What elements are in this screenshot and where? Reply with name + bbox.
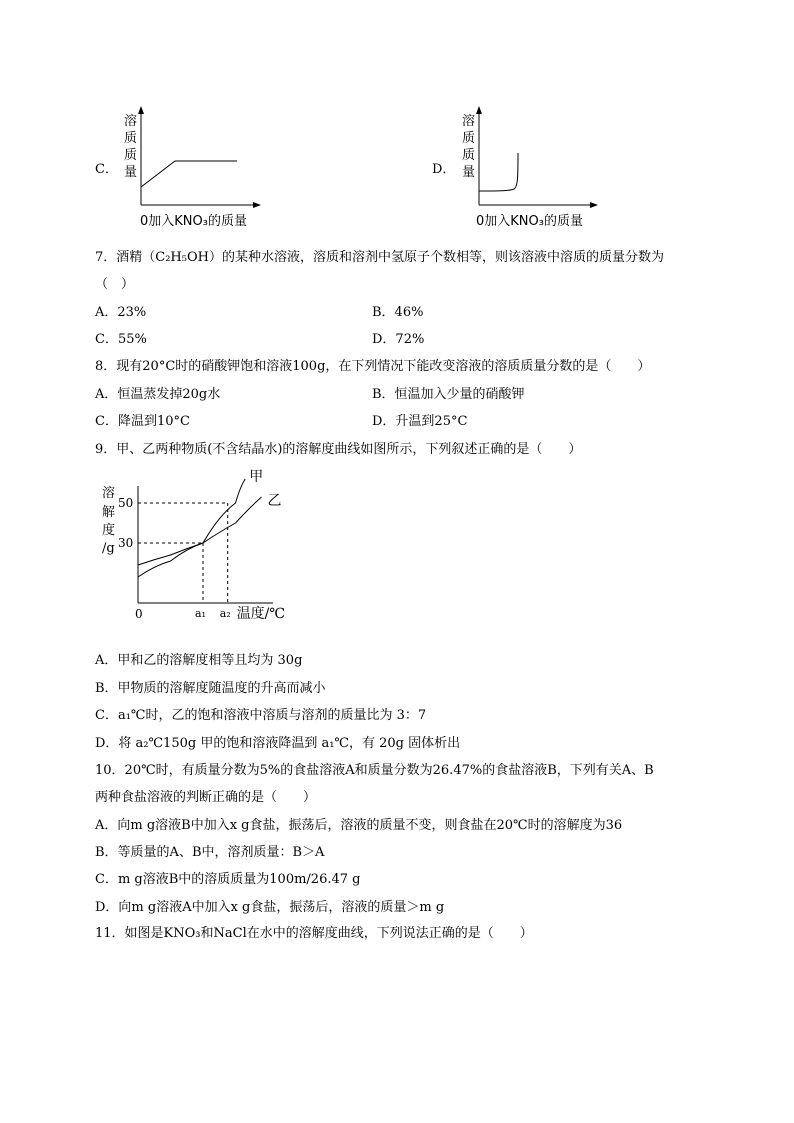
series-label-yi: 乙: [267, 493, 282, 509]
q9-text: 9．甲、乙两种物质(不含结晶水)的溶解度曲线如图所示，下列叙述正确的是（ ）: [95, 442, 582, 457]
chart-ylabel-4: /g: [102, 541, 115, 556]
ylabel-char: 量: [462, 165, 476, 180]
q10-option-d: D．向m g溶液A中加入x g食盐，振荡后，溶液的质量＞m g: [95, 900, 445, 915]
q9-option-b: B．甲物质的溶解度随温度的升高而减小: [95, 681, 326, 696]
ylabel-char: 溶: [462, 114, 476, 129]
graph-c-plot: [115, 105, 265, 235]
y-axis-arrow-icon: [476, 106, 482, 114]
chart-ylabel-2: 解: [102, 505, 116, 520]
series-curve-yi: [138, 497, 262, 565]
q7-option-d: D．72%: [372, 332, 425, 347]
y-tick-label-30: 30: [118, 536, 134, 550]
q10-option-c: C．m g溶液B中的溶质质量为100m/26.47 g: [95, 872, 361, 887]
graph-c-letter: C．: [95, 162, 118, 177]
graph-d-xlabel: 0加入KNO₃的质量: [476, 214, 583, 229]
q8-text: 8．现有20°C时的硝酸钾饱和溶液100g，在下列情况下能改变溶液的溶质质量分数的是（ ）: [95, 359, 651, 374]
chart-ylabel-1: 溶: [102, 486, 116, 501]
graph-d-plot: [454, 105, 604, 235]
y-tick-label-50: 50: [118, 496, 134, 510]
solubility-chart: [95, 462, 305, 630]
ylabel-char: 质: [124, 148, 138, 163]
q8-option-b: B．恒温加入少量的硝酸钾: [372, 387, 525, 402]
q11-text: 11．如图是KNO₃和NaCl在水中的溶解度曲线，下列说法正确的是（ ）: [95, 926, 533, 941]
q7-line1: 7．酒精（C₂H₅OH）的某种水溶液，溶质和溶剂中氢原子个数相等，则该溶液中溶质的质量分数为: [95, 250, 664, 265]
ylabel-char: 溶: [124, 114, 138, 129]
q7-line2: （ ）: [95, 277, 135, 292]
q7-option-b: B．46%: [372, 305, 424, 320]
series-curve-jia: [138, 479, 245, 577]
graph-c-xlabel: 0加入KNO₃的质量: [140, 214, 247, 229]
graph-d-letter: D．: [432, 162, 456, 177]
x-axis-arrow-icon: [253, 202, 261, 208]
ylabel-char: 质: [462, 131, 476, 146]
x-tick-label-a1: a₁: [195, 607, 206, 620]
q9-option-d: D．将 a₂℃150g 甲的饱和溶液降温到 a₁℃，有 20g 固体析出: [95, 736, 461, 751]
x-tick-label-a2: a₂: [219, 607, 231, 620]
q8-option-d: D．升温到25°C: [372, 414, 468, 429]
y-axis-arrow-icon: [138, 106, 144, 114]
q7-option-c: C．55%: [95, 332, 147, 347]
q10-option-b: B．等质量的A、B中，溶剂质量：B＞A: [95, 845, 325, 860]
q9-option-a: A．甲和乙的溶解度相等且均为 30g: [95, 653, 303, 668]
x-axis-label: 温度/℃: [236, 606, 286, 622]
q9-option-c: C．a₁℃时，乙的饱和溶液中溶质与溶剂的质量比为 3：7: [95, 708, 427, 723]
ylabel-char: 量: [124, 165, 138, 180]
q8-option-c: C．降温到10°C: [95, 414, 190, 429]
origin-label: 0: [135, 607, 143, 621]
curve-c: [141, 161, 237, 187]
q10-line1: 10．20℃时，有质量分数为5%的食盐溶液A和质量分数为26.47%的食盐溶液B，下列有关A、B: [95, 763, 654, 778]
x-axis-arrow-icon: [590, 202, 598, 208]
ylabel-char: 质: [462, 148, 476, 163]
series-label-jia: 甲: [249, 469, 264, 485]
q10-option-a: A．向m g溶液B中加入x g食盐，振荡后，溶液的质量不变，则食盐在20℃时的溶解度为36: [95, 818, 623, 833]
ylabel-char: 质: [124, 131, 138, 146]
chart-ylabel-3: 度: [102, 523, 116, 538]
q8-option-a: A．恒温蒸发掉20g水: [95, 387, 221, 402]
q10-line2: 两种食盐溶液的判断正确的是（ ）: [95, 790, 317, 805]
q7-option-a: A．23%: [95, 305, 147, 320]
curve-d: [479, 153, 518, 191]
